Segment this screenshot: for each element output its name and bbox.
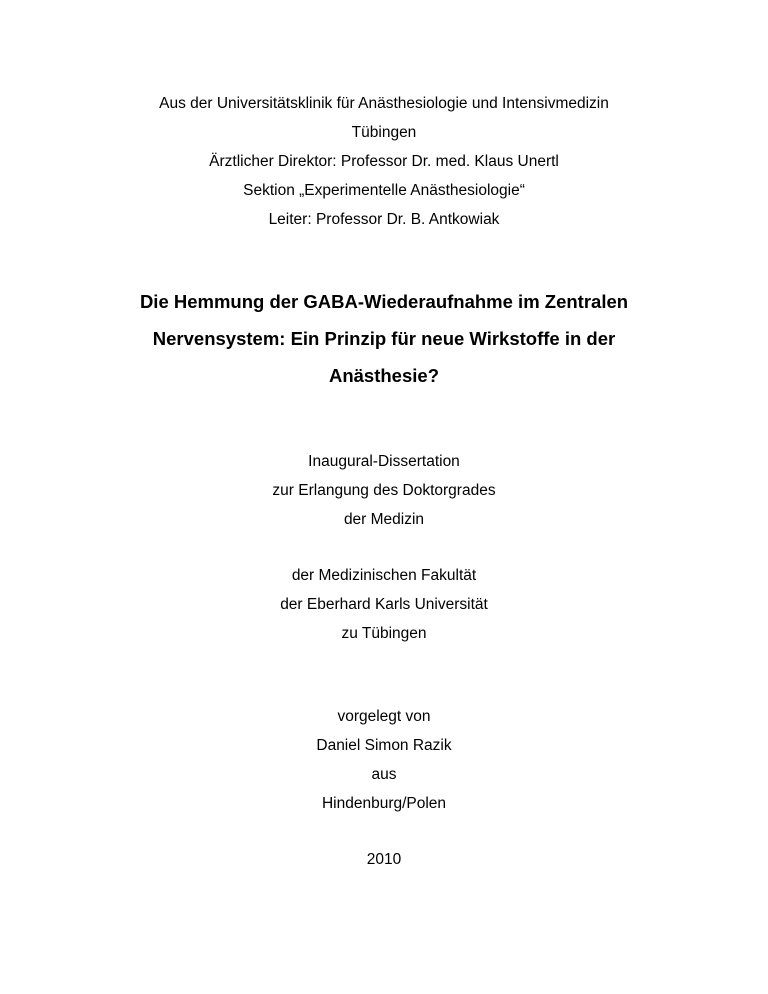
section-name: Sektion „Experimentelle Anästhesiologie“ (243, 182, 525, 199)
dissertation-field: der Medizin (343, 511, 425, 528)
thesis-title-line-1: Die Hemmung der GABA-Wiederaufnahme im Zentralen (139, 291, 629, 312)
publication-year: 2010 (366, 851, 402, 868)
dissertation-purpose: zur Erlangung des Doktorgrades (272, 482, 496, 499)
thesis-title-line-2: Nervensystem: Ein Prinzip für neue Wirkstoffe in der (152, 328, 616, 349)
university-name: der Eberhard Karls Universität (280, 596, 488, 613)
clinic-city: Tübingen (351, 124, 417, 141)
medical-director: Ärztlicher Direktor: Professor Dr. med. Klaus Unertl (209, 153, 559, 170)
author-from-label: aus (371, 766, 397, 783)
university-city: zu Tübingen (341, 625, 427, 642)
author-name: Daniel Simon Razik (316, 737, 452, 754)
author-origin: Hindenburg/Polen (321, 795, 447, 812)
dissertation-type: Inaugural-Dissertation (308, 453, 460, 470)
section-head: Leiter: Professor Dr. B. Antkowiak (268, 211, 500, 228)
faculty-name: der Medizinischen Fakultät (291, 567, 477, 584)
clinic-name: Aus der Universitätsklinik für Anästhesiologie und Intensivmedizin (159, 95, 609, 112)
thesis-title-line-3: Anästhesie? (328, 365, 439, 386)
presented-by-label: vorgelegt von (337, 708, 431, 725)
